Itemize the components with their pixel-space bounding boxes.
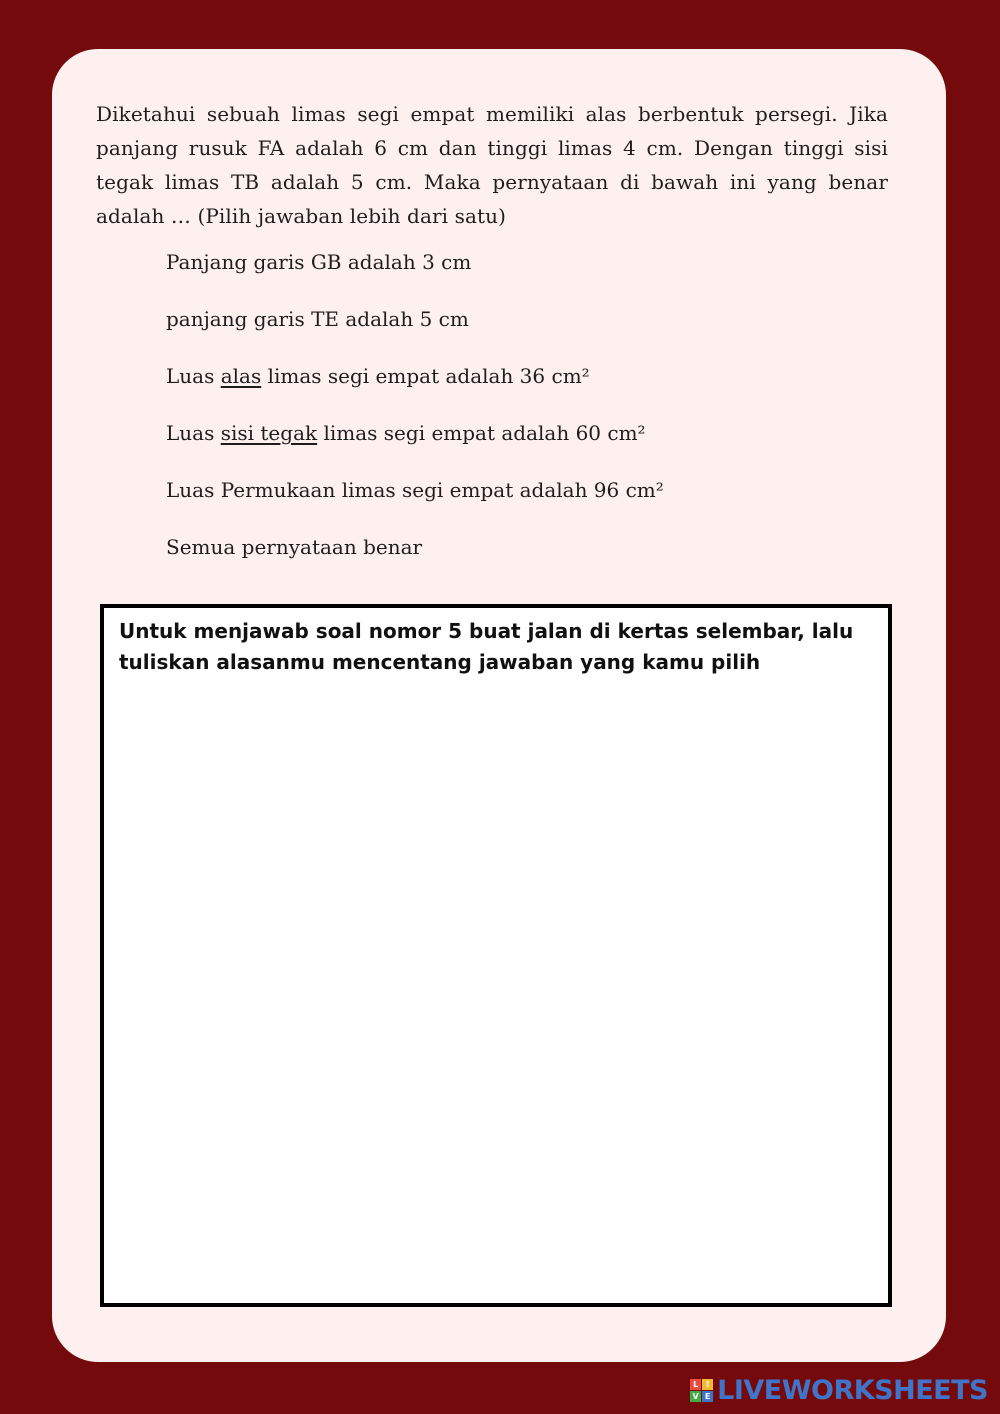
question-text: Diketahui sebuah limas segi empat memiliki alas berbentuk persegi. Jika panjang rusuk FA adalah 6 cm dan tinggi limas 4 cm. Dengan tinggi sisi tegak limas TB adalah 5 cm. Maka pernyataan di bawah ini yang benar adalah … (Pilih jawaban lebih dari satu)	[96, 102, 888, 228]
option-2[interactable]: panjang garis TE adalah 5 cm	[166, 307, 469, 331]
answer-box[interactable]	[100, 604, 892, 1307]
liveworksheets-logo	[690, 1375, 988, 1406]
answer-instruction: Untuk menjawab soal nomor 5 buat jalan di kertas selembar, lalu tuliskan alasanmu mencentang jawaban yang kamu pilih	[119, 619, 854, 674]
logo-cell-l: L	[690, 1379, 701, 1390]
logo-text: LIVEWORKSHEETS	[717, 1375, 988, 1406]
option-3-prefix: Luas	[166, 364, 221, 388]
logo-cell-v: V	[690, 1391, 701, 1402]
option-4-suffix: limas segi empat adalah 60 cm²	[317, 421, 646, 445]
logo-icon	[690, 1379, 713, 1402]
logo-cell-e: E	[702, 1391, 713, 1402]
answer-options	[166, 245, 664, 587]
option-3-suffix: limas segi empat adalah 36 cm²	[261, 364, 590, 388]
option-6[interactable]: Semua pernyataan benar	[166, 535, 423, 559]
option-3[interactable]	[166, 359, 664, 393]
option-5[interactable]: Luas Permukaan limas segi empat adalah 96 cm²	[166, 478, 664, 502]
logo-cell-i: I	[702, 1379, 713, 1390]
option-4[interactable]	[166, 416, 664, 450]
option-4-prefix: Luas	[166, 421, 221, 445]
option-3-underlined: alas	[220, 364, 262, 388]
option-1[interactable]: Panjang garis GB adalah 3 cm	[166, 250, 472, 274]
option-4-underlined: sisi tegak	[220, 421, 318, 445]
